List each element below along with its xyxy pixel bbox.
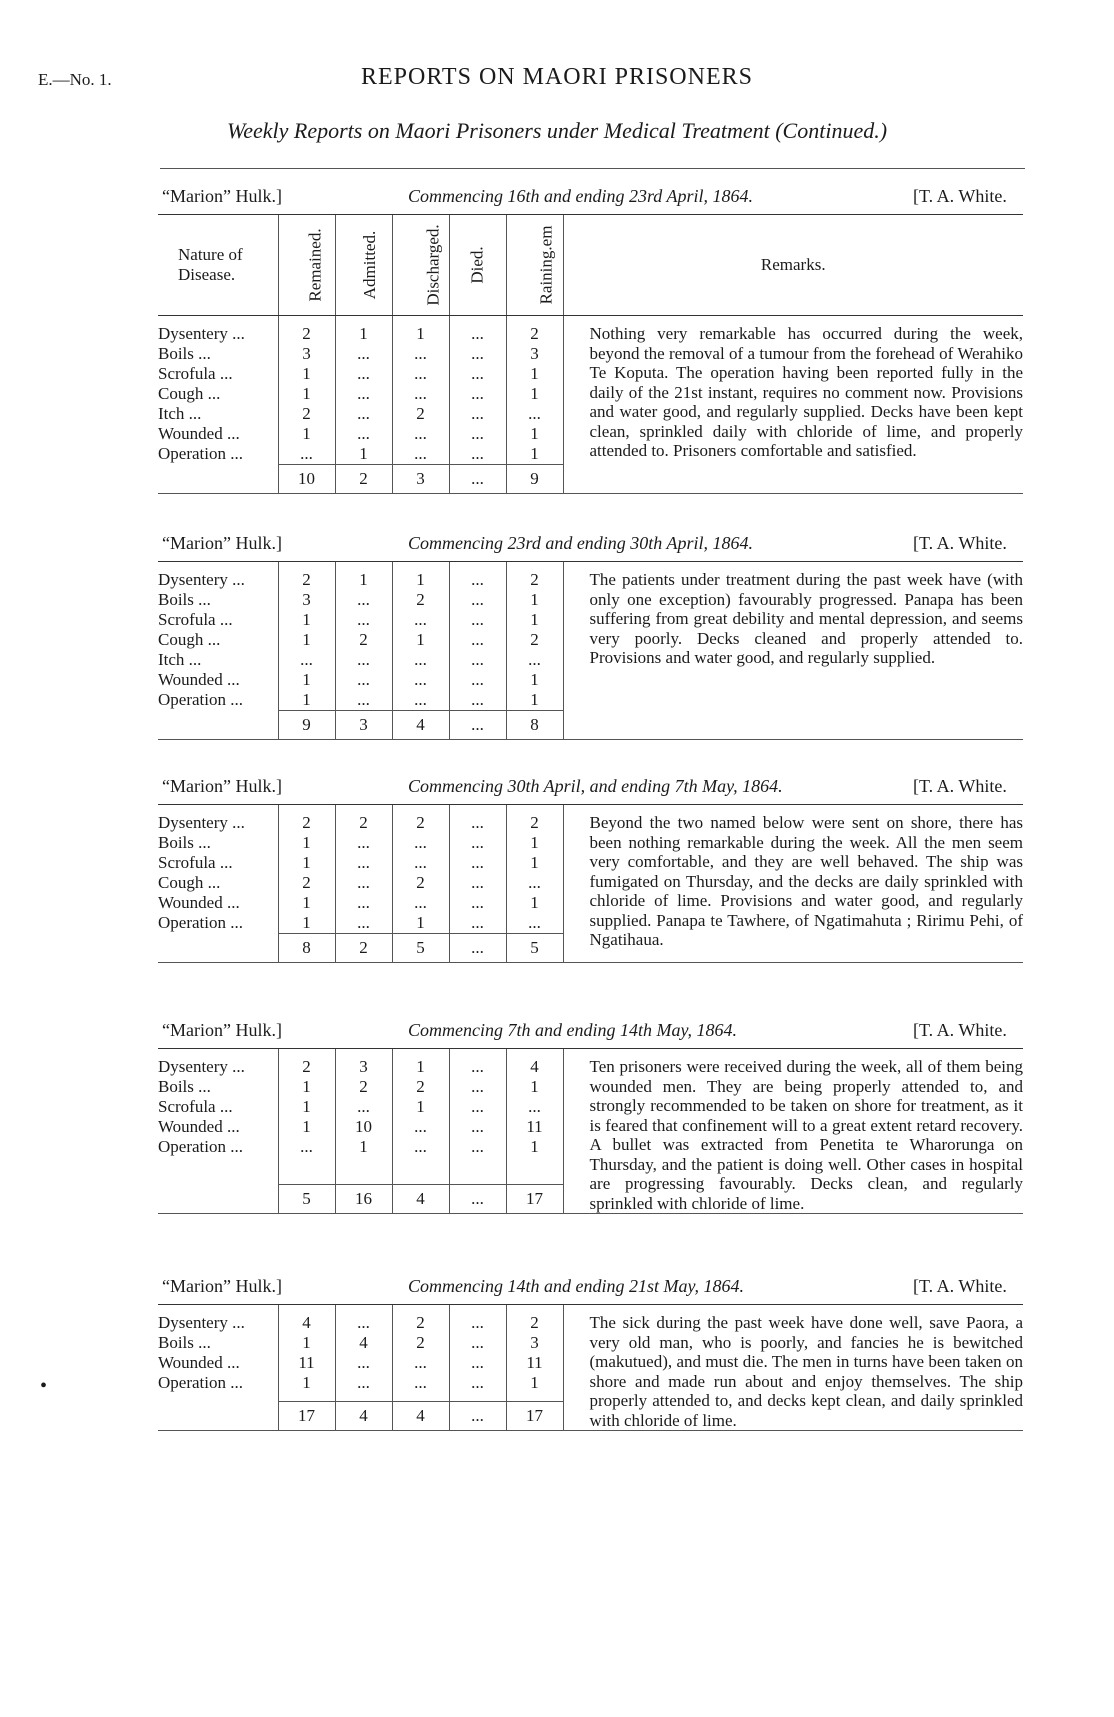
cell-remaining: 1 <box>530 893 539 912</box>
cell-died: ... <box>471 650 484 669</box>
cell-remained: 1 <box>302 1333 311 1352</box>
cell-died: ... <box>471 670 484 689</box>
column-discharged <box>392 316 449 465</box>
column-discharged <box>392 1049 449 1185</box>
disease-name: Scrofula ... <box>158 364 233 383</box>
cell-remained: 3 <box>302 590 311 609</box>
total-died: ... <box>449 1402 506 1431</box>
remarks-text: Beyond the two named below were sent on shore, there has been nothing remarkable during the week. All the men seem very comfortable, and they are well behaved. The ship was fumigated on Thursday, and the decks are daily sprinkled with chloride of lime. Provisions and water good, and regularly supplied. Panapa te Tawhere, of Ngatimahuta ; Ririmu Pehi, of Ngatihaua. <box>563 805 1023 962</box>
cell-admitted: ... <box>357 853 370 872</box>
column-remaining <box>506 1305 563 1402</box>
column-discharged <box>392 562 449 711</box>
cell-admitted: ... <box>357 833 370 852</box>
ship-name: “Marion” Hulk.] <box>162 1020 282 1040</box>
disease-name: Dysentery ... <box>158 324 245 343</box>
cell-remained: 1 <box>302 913 311 932</box>
cell-remaining: 1 <box>530 853 539 872</box>
cell-admitted: ... <box>357 670 370 689</box>
cell-remaining: 2 <box>530 570 539 589</box>
cell-died: ... <box>471 1117 484 1136</box>
cell-discharged: 2 <box>416 404 425 423</box>
column-header-died <box>449 215 506 316</box>
cell-remaining: 1 <box>530 384 539 403</box>
cell-died: ... <box>471 1097 484 1116</box>
cell-died: ... <box>471 1313 484 1332</box>
cell-died: ... <box>471 833 484 852</box>
cell-discharged: 1 <box>416 913 425 932</box>
cell-admitted: 2 <box>359 813 368 832</box>
cell-died: ... <box>471 1353 484 1372</box>
total-discharged: 5 <box>392 934 449 963</box>
report-body-row <box>158 562 1023 711</box>
cell-remaining: ... <box>528 913 541 932</box>
report-body-row <box>158 805 1023 934</box>
cell-admitted: ... <box>357 873 370 892</box>
disease-name: Boils ... <box>158 1333 211 1352</box>
cell-remaining: ... <box>528 650 541 669</box>
disease-name: Scrofula ... <box>158 610 233 629</box>
report-body-row <box>158 1305 1023 1402</box>
column-died <box>449 1305 506 1402</box>
cell-discharged: 2 <box>416 813 425 832</box>
cell-remaining: 2 <box>530 630 539 649</box>
cell-remained: 1 <box>302 384 311 403</box>
cell-died: ... <box>471 590 484 609</box>
cell-remained: 2 <box>302 813 311 832</box>
report-table <box>158 804 1023 962</box>
total-remaining: 8 <box>506 711 563 740</box>
ship-name: “Marion” Hulk.] <box>162 186 282 206</box>
cell-remained: 2 <box>302 324 311 343</box>
column-header-row <box>158 215 1023 316</box>
total-discharged: 4 <box>392 1402 449 1431</box>
disease-list <box>158 316 278 465</box>
report-table <box>158 214 1023 493</box>
cell-remaining: 1 <box>530 690 539 709</box>
cell-remaining: 1 <box>530 610 539 629</box>
total-remained: 17 <box>278 1402 335 1431</box>
cell-admitted: 1 <box>359 324 368 343</box>
cell-remaining: 1 <box>530 1077 539 1096</box>
column-died <box>449 562 506 711</box>
cell-died: ... <box>471 404 484 423</box>
column-header-admitted <box>335 215 392 316</box>
cell-died: ... <box>471 570 484 589</box>
total-remaining: 9 <box>506 465 563 494</box>
column-header-remained <box>278 215 335 316</box>
disease-name: Cough ... <box>158 630 221 649</box>
cell-remaining: 2 <box>530 813 539 832</box>
cell-remained: 2 <box>302 404 311 423</box>
column-died <box>449 316 506 465</box>
cell-remaining: 1 <box>530 1373 539 1392</box>
weekly-report <box>158 178 1023 494</box>
column-remained <box>278 316 335 465</box>
cell-remaining: 2 <box>530 1313 539 1332</box>
cell-remaining: 3 <box>530 344 539 363</box>
column-remained <box>278 1049 335 1185</box>
cell-discharged: 2 <box>416 1313 425 1332</box>
disease-name: Wounded ... <box>158 1353 240 1372</box>
cell-discharged: ... <box>414 690 427 709</box>
cell-discharged: ... <box>414 444 427 463</box>
column-remaining <box>506 1049 563 1185</box>
cell-remaining: 4 <box>530 1057 539 1076</box>
cell-admitted: ... <box>357 364 370 383</box>
officer-name: [T. A. White. <box>913 1276 1007 1296</box>
report-header <box>158 768 1023 804</box>
column-header-label: Admitted. <box>359 230 379 300</box>
divider <box>160 168 1025 169</box>
cell-admitted: ... <box>357 424 370 443</box>
report-table <box>158 561 1023 739</box>
report-bottom-rule <box>158 1213 1023 1214</box>
cell-discharged: ... <box>414 893 427 912</box>
total-discharged: 4 <box>392 711 449 740</box>
cell-remaining: 1 <box>530 424 539 443</box>
column-header-discharged <box>392 215 449 316</box>
report-period: Commencing 7th and ending 14th May, 1864. <box>408 1020 737 1040</box>
total-remained: 8 <box>278 934 335 963</box>
report-period: Commencing 16th and ending 23rd April, 1864. <box>408 186 753 206</box>
disease-name: Operation ... <box>158 444 243 463</box>
cell-admitted: ... <box>357 1097 370 1116</box>
remarks-text: The patients under treatment during the past week have (with only one exception) favourably progressed. Panapa has been suffering from great debility and mental depression, and seems very poorly. Decks cleaned and properly attended to. Provisions and water good, and regularly supplied. <box>563 562 1023 739</box>
report-bottom-rule <box>158 493 1023 494</box>
cell-remained: 1 <box>302 833 311 852</box>
disease-list <box>158 805 278 934</box>
cell-remained: 1 <box>302 424 311 443</box>
page-title: REPORTS ON MAORI PRISONERS <box>361 64 753 90</box>
column-header-remarks: Remarks. <box>563 215 1023 316</box>
column-died <box>449 805 506 934</box>
total-died: ... <box>449 1185 506 1214</box>
cell-discharged: 2 <box>416 590 425 609</box>
cell-admitted: 4 <box>359 1333 368 1352</box>
total-admitted: 2 <box>335 465 392 494</box>
cell-remaining: 1 <box>530 590 539 609</box>
cell-discharged: ... <box>414 1353 427 1372</box>
cell-discharged: 2 <box>416 873 425 892</box>
cell-discharged: ... <box>414 833 427 852</box>
cell-remained: 4 <box>302 1313 311 1332</box>
cell-admitted: ... <box>357 590 370 609</box>
cell-discharged: ... <box>414 1137 427 1156</box>
column-header-label: Remained. <box>305 228 325 302</box>
cell-remained: 1 <box>302 670 311 689</box>
cell-died: ... <box>471 813 484 832</box>
cell-remained: 1 <box>302 610 311 629</box>
cell-died: ... <box>471 1333 484 1352</box>
cell-remained: ... <box>300 444 313 463</box>
cell-remaining: 1 <box>530 364 539 383</box>
cell-discharged: ... <box>414 853 427 872</box>
total-remaining: 17 <box>506 1185 563 1214</box>
column-header-label: Discharged. <box>423 224 443 306</box>
margin-dot: • <box>40 1375 48 1397</box>
cell-died: ... <box>471 364 484 383</box>
cell-admitted: 1 <box>359 570 368 589</box>
cell-died: ... <box>471 853 484 872</box>
cell-remaining: ... <box>528 873 541 892</box>
cell-discharged: ... <box>414 1373 427 1392</box>
cell-remained: 1 <box>302 1373 311 1392</box>
cell-remaining: 1 <box>530 1137 539 1156</box>
disease-name: Boils ... <box>158 590 211 609</box>
cell-remaining: 1 <box>530 670 539 689</box>
column-remained <box>278 562 335 711</box>
total-admitted: 3 <box>335 711 392 740</box>
total-remained: 9 <box>278 711 335 740</box>
disease-name: Cough ... <box>158 384 221 403</box>
total-remained: 10 <box>278 465 335 494</box>
cell-died: ... <box>471 690 484 709</box>
total-remaining: 17 <box>506 1402 563 1431</box>
cell-admitted: 3 <box>359 1057 368 1076</box>
column-admitted <box>335 1305 392 1402</box>
column-header-nature: Nature of Disease. <box>158 215 278 316</box>
cell-died: ... <box>471 1057 484 1076</box>
officer-name: [T. A. White. <box>913 533 1007 553</box>
column-remaining <box>506 562 563 711</box>
column-admitted <box>335 562 392 711</box>
cell-admitted: ... <box>357 1313 370 1332</box>
disease-name: Operation ... <box>158 913 243 932</box>
cell-discharged: ... <box>414 384 427 403</box>
cell-admitted: ... <box>357 404 370 423</box>
cell-remained: 2 <box>302 570 311 589</box>
report-header <box>158 178 1023 214</box>
cell-remained: 1 <box>302 1117 311 1136</box>
column-header-label: Died. <box>467 246 487 284</box>
cell-remained: 1 <box>302 1077 311 1096</box>
total-remained: 5 <box>278 1185 335 1214</box>
disease-name: Boils ... <box>158 833 211 852</box>
total-died: ... <box>449 934 506 963</box>
cell-remaining: 3 <box>530 1333 539 1352</box>
disease-name: Scrofula ... <box>158 1097 233 1116</box>
cell-remaining: 11 <box>526 1117 543 1136</box>
cell-died: ... <box>471 1373 484 1392</box>
disease-name: Boils ... <box>158 1077 211 1096</box>
cell-admitted: ... <box>357 1353 370 1372</box>
report-header <box>158 1268 1023 1304</box>
cell-remained: 2 <box>302 873 311 892</box>
disease-name: Dysentery ... <box>158 1057 245 1076</box>
cell-died: ... <box>471 893 484 912</box>
cell-admitted: ... <box>357 690 370 709</box>
cell-discharged: ... <box>414 670 427 689</box>
column-header-label: Raining.em <box>535 225 555 305</box>
column-admitted <box>335 1049 392 1185</box>
cell-died: ... <box>471 630 484 649</box>
report-period: Commencing 14th and ending 21st May, 1864. <box>408 1276 744 1296</box>
cell-died: ... <box>471 873 484 892</box>
cell-remained: ... <box>300 1137 313 1156</box>
column-admitted <box>335 805 392 934</box>
cell-died: ... <box>471 1137 484 1156</box>
remarks-text: Ten prisoners were received during the week, all of them being wounded men. They are being properly attended to, and strongly recommended to be taken on shore for treatment, as it is feared that confinement will to a great extent retard recovery. A bullet was extracted from Penetita te Wharorunga on Thursday, and the patient is doing well. Other cases in hospital are progressing favourably. Decks clean, and regularly sprinkled with chloride of lime. <box>563 1049 1023 1213</box>
cell-remained: 1 <box>302 853 311 872</box>
report-period: Commencing 30th April, and ending 7th May, 1864. <box>408 776 783 796</box>
report-table <box>158 1304 1023 1430</box>
cell-discharged: ... <box>414 364 427 383</box>
total-admitted: 4 <box>335 1402 392 1431</box>
report-bottom-rule <box>158 1430 1023 1431</box>
disease-name: Operation ... <box>158 690 243 709</box>
ship-name: “Marion” Hulk.] <box>162 776 282 796</box>
report-body-row <box>158 1049 1023 1185</box>
cell-discharged: 1 <box>416 630 425 649</box>
totals-label <box>158 465 278 494</box>
weekly-report <box>158 525 1023 740</box>
page-reference: E.—No. 1. <box>38 70 112 89</box>
cell-admitted: 2 <box>359 630 368 649</box>
cell-remaining: ... <box>528 404 541 423</box>
cell-remained: 1 <box>302 690 311 709</box>
disease-list <box>158 1305 278 1402</box>
cell-discharged: ... <box>414 610 427 629</box>
column-remained <box>278 805 335 934</box>
ship-name: “Marion” Hulk.] <box>162 533 282 553</box>
weekly-report <box>158 1268 1023 1431</box>
cell-discharged: ... <box>414 424 427 443</box>
column-remaining <box>506 805 563 934</box>
cell-discharged: ... <box>414 650 427 669</box>
column-header-remaining <box>506 215 563 316</box>
cell-admitted: ... <box>357 344 370 363</box>
cell-remaining: 1 <box>530 444 539 463</box>
cell-remaining: 1 <box>530 833 539 852</box>
cell-remained: 1 <box>302 893 311 912</box>
cell-admitted: 1 <box>359 1137 368 1156</box>
column-died <box>449 1049 506 1185</box>
disease-name: Boils ... <box>158 344 211 363</box>
cell-remaining: 2 <box>530 324 539 343</box>
cell-discharged: 1 <box>416 1057 425 1076</box>
report-header <box>158 525 1023 561</box>
officer-name: [T. A. White. <box>913 776 1007 796</box>
disease-name: Dysentery ... <box>158 1313 245 1332</box>
weekly-report <box>158 1012 1023 1214</box>
totals-label <box>158 1185 278 1214</box>
cell-remained: 2 <box>302 1057 311 1076</box>
disease-name: Dysentery ... <box>158 813 245 832</box>
cell-remaining: 11 <box>526 1353 543 1372</box>
report-header <box>158 1012 1023 1048</box>
total-admitted: 16 <box>335 1185 392 1214</box>
disease-name: Wounded ... <box>158 1117 240 1136</box>
disease-name: Operation ... <box>158 1373 243 1392</box>
column-admitted <box>335 316 392 465</box>
disease-list <box>158 562 278 711</box>
cell-admitted: 10 <box>355 1117 372 1136</box>
cell-admitted: 2 <box>359 1077 368 1096</box>
column-remaining <box>506 316 563 465</box>
officer-name: [T. A. White. <box>913 186 1007 206</box>
disease-name: Scrofula ... <box>158 853 233 872</box>
cell-admitted: ... <box>357 650 370 669</box>
total-admitted: 2 <box>335 934 392 963</box>
totals-label <box>158 711 278 740</box>
cell-admitted: ... <box>357 893 370 912</box>
report-bottom-rule <box>158 739 1023 740</box>
total-remaining: 5 <box>506 934 563 963</box>
disease-name: Itch ... <box>158 650 202 669</box>
cell-discharged: ... <box>414 344 427 363</box>
cell-remained: 1 <box>302 364 311 383</box>
cell-admitted: ... <box>357 610 370 629</box>
cell-remained: ... <box>300 650 313 669</box>
cell-remained: 1 <box>302 630 311 649</box>
column-discharged <box>392 1305 449 1402</box>
cell-died: ... <box>471 344 484 363</box>
total-discharged: 3 <box>392 465 449 494</box>
cell-died: ... <box>471 324 484 343</box>
cell-remained: 1 <box>302 1097 311 1116</box>
cell-died: ... <box>471 384 484 403</box>
cell-discharged: ... <box>414 1117 427 1136</box>
column-discharged <box>392 805 449 934</box>
cell-died: ... <box>471 1077 484 1096</box>
report-period: Commencing 23rd and ending 30th April, 1864. <box>408 533 753 553</box>
cell-died: ... <box>471 424 484 443</box>
cell-died: ... <box>471 444 484 463</box>
cell-admitted: 1 <box>359 444 368 463</box>
total-died: ... <box>449 465 506 494</box>
cell-discharged: 1 <box>416 1097 425 1116</box>
officer-name: [T. A. White. <box>913 1020 1007 1040</box>
cell-remained: 11 <box>298 1353 315 1372</box>
cell-remaining: ... <box>528 1097 541 1116</box>
cell-discharged: 1 <box>416 570 425 589</box>
cell-died: ... <box>471 610 484 629</box>
cell-discharged: 2 <box>416 1077 425 1096</box>
disease-name: Wounded ... <box>158 424 240 443</box>
cell-admitted: ... <box>357 384 370 403</box>
disease-name: Wounded ... <box>158 893 240 912</box>
report-body-row <box>158 316 1023 465</box>
remarks-text: Nothing very remarkable has occurred during the week, beyond the removal of a tumour from the forehead of Werahiko Te Koputa. The operation having been reported fully in the daily of the 21st instant, requires no comment now. Provisions and water good, and regularly supplied. Decks have been kept clean, sprinkled daily with chloride of lime, and properly attended to. Prisoners comfortable and satisfied. <box>563 316 1023 494</box>
disease-list <box>158 1049 278 1185</box>
page-subtitle: Weekly Reports on Maori Prisoners under Medical Treatment (Continued.) <box>226 118 888 143</box>
disease-name: Wounded ... <box>158 670 240 689</box>
report-table <box>158 1048 1023 1213</box>
disease-name: Dysentery ... <box>158 570 245 589</box>
cell-admitted: ... <box>357 913 370 932</box>
cell-discharged: 2 <box>416 1333 425 1352</box>
weekly-report <box>158 768 1023 963</box>
disease-name: Itch ... <box>158 404 202 423</box>
disease-name: Cough ... <box>158 873 221 892</box>
disease-name: Operation ... <box>158 1137 243 1156</box>
totals-label <box>158 934 278 963</box>
totals-label <box>158 1402 278 1431</box>
ship-name: “Marion” Hulk.] <box>162 1276 282 1296</box>
cell-discharged: 1 <box>416 324 425 343</box>
report-bottom-rule <box>158 962 1023 963</box>
cell-admitted: ... <box>357 1373 370 1392</box>
total-died: ... <box>449 711 506 740</box>
total-discharged: 4 <box>392 1185 449 1214</box>
column-remained <box>278 1305 335 1402</box>
cell-remained: 3 <box>302 344 311 363</box>
remarks-text: The sick during the past week have done well, save Paora, a very old man, who is poorly, and fancies he is bewitched (makutued), and must die. The men in turns have been taken on shore and made run about and enjoy themselves. The ship properly attended to, and decks kept clean, and daily sprinkled with chloride of lime. <box>563 1305 1023 1430</box>
cell-died: ... <box>471 913 484 932</box>
